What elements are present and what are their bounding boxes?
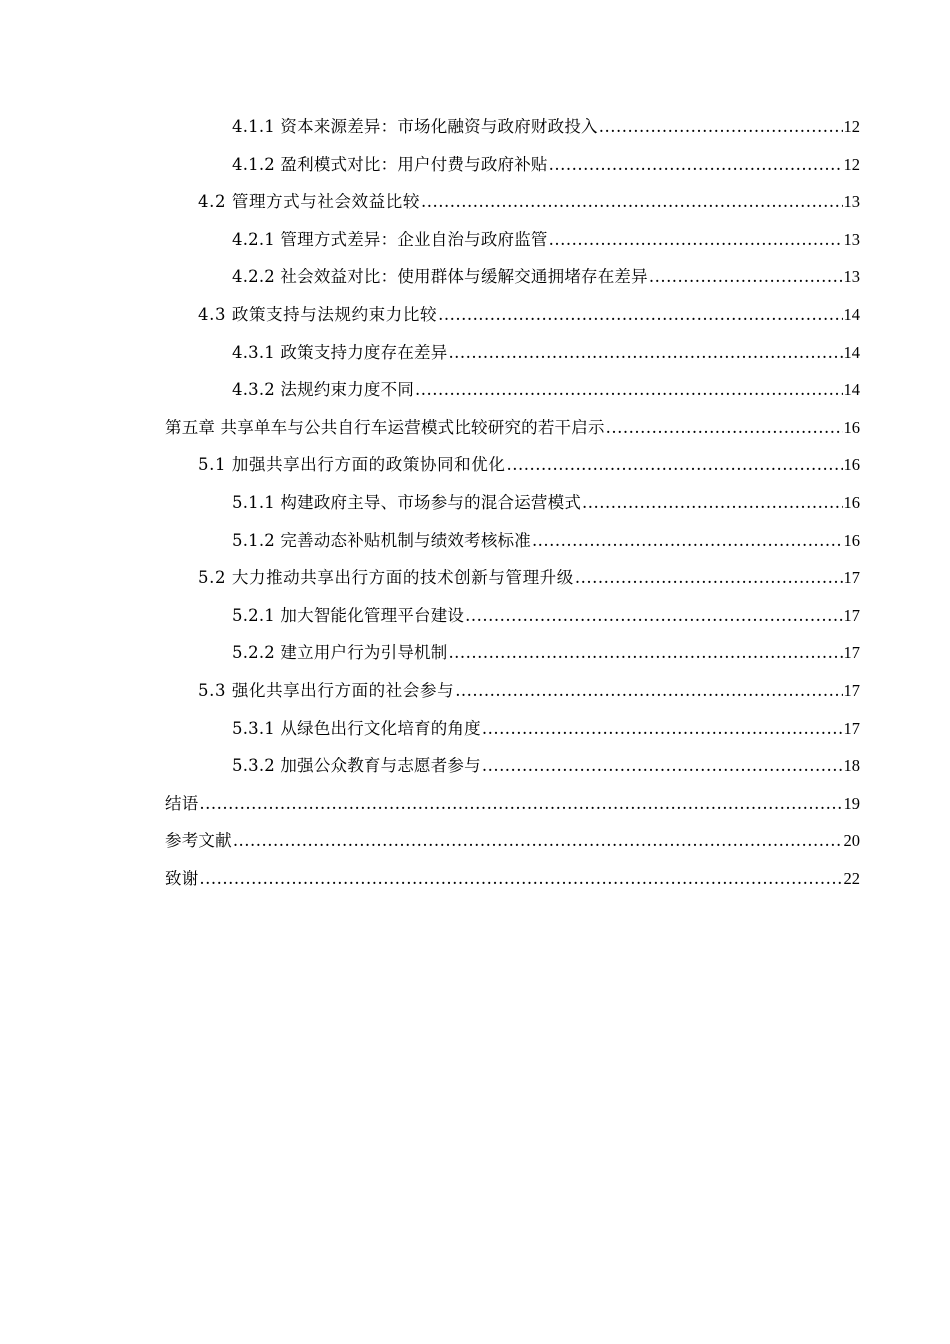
toc-entry-acknowledgements[interactable]	[165, 860, 860, 898]
toc-entry-references[interactable]	[165, 822, 860, 860]
toc-entry-conclusion[interactable]	[165, 785, 860, 823]
toc-entry-page: 13	[843, 267, 860, 287]
toc-entry-title: 5.3 强化共享出行方面的社会参与	[198, 680, 455, 700]
toc-leader-dots	[532, 522, 843, 560]
toc-entry-page: 12	[843, 154, 860, 174]
toc-entry-title: 4.2.1 管理方式差异：企业自治与政府监管	[232, 229, 548, 249]
toc-leader-dots	[415, 371, 842, 409]
toc-entry-page: 19	[843, 793, 860, 813]
toc-entry-title: 5.3.1 从绿色出行文化培育的角度	[232, 718, 481, 738]
toc-entry-5-3-2[interactable]	[165, 747, 860, 785]
toc-leader-dots	[421, 183, 843, 221]
toc-entry-5-1-2[interactable]	[165, 522, 860, 560]
toc-entry-chapter-5[interactable]	[165, 409, 860, 447]
toc-entry-5-2[interactable]	[165, 559, 860, 597]
toc-entry-page: 20	[843, 831, 860, 851]
toc-entry-page: 17	[843, 718, 860, 738]
toc-entry-title: 5.1 加强共享出行方面的政策协同和优化	[198, 455, 506, 475]
toc-entry-title: 5.1.2 完善动态补贴机制与绩效考核标准	[232, 530, 531, 550]
toc-entry-5-2-2[interactable]	[165, 634, 860, 672]
toc-entry-5-3-1[interactable]	[165, 710, 860, 748]
toc-entry-title: 4.2.2 社会效益对比：使用群体与缓解交通拥堵存在差异	[232, 267, 648, 287]
toc-leader-dots	[438, 296, 842, 334]
toc-entry-page: 13	[843, 192, 860, 212]
toc-leader-dots	[599, 108, 843, 146]
toc-entry-4-1-2[interactable]	[165, 146, 860, 184]
toc-leader-dots	[549, 146, 843, 184]
toc-leader-dots	[233, 822, 843, 860]
toc-entry-title: 5.2.2 建立用户行为引导机制	[232, 643, 448, 663]
toc-entry-title: 致谢	[165, 868, 199, 888]
toc-leader-dots	[606, 409, 843, 447]
toc-entry-4-3[interactable]	[165, 296, 860, 334]
toc-leader-dots	[448, 334, 842, 372]
toc-entry-title: 5.2.1 加大智能化管理平台建设	[232, 605, 465, 625]
toc-entry-5-2-1[interactable]	[165, 597, 860, 635]
toc-entry-title: 4.3.2 法规约束力度不同	[232, 380, 415, 400]
toc-leader-dots	[649, 258, 843, 296]
toc-leader-dots	[465, 597, 842, 635]
toc-entry-5-3[interactable]	[165, 672, 860, 710]
toc-entry-title: 结语	[165, 793, 199, 813]
toc-entry-4-2-2[interactable]	[165, 258, 860, 296]
toc-entry-4-2[interactable]	[165, 183, 860, 221]
toc-entry-title: 5.1.1 构建政府主导、市场参与的混合运营模式	[232, 492, 582, 512]
toc-entry-page: 13	[843, 229, 860, 249]
toc-entry-title: 4.3 政策支持与法规约束力比较	[198, 304, 438, 324]
toc-entry-page: 18	[843, 756, 860, 776]
toc-entry-page: 14	[843, 380, 860, 400]
toc-leader-dots	[448, 634, 842, 672]
toc-entry-title: 5.3.2 加强公众教育与志愿者参与	[232, 756, 481, 776]
toc-entry-title: 第五章 共享单车与公共自行车运营模式比较研究的若干启示	[165, 417, 605, 437]
toc-leader-dots	[575, 559, 843, 597]
toc-entry-page: 12	[843, 117, 860, 136]
toc-leader-dots	[482, 747, 843, 785]
table-of-contents	[165, 108, 860, 897]
toc-entry-title: 参考文献	[165, 831, 232, 851]
toc-entry-page: 14	[843, 304, 860, 324]
toc-entry-page: 17	[843, 605, 860, 625]
toc-entry-4-3-2[interactable]	[165, 371, 860, 409]
toc-leader-dots	[582, 484, 842, 522]
toc-entry-4-1-1[interactable]	[165, 108, 860, 146]
toc-entry-page: 17	[843, 680, 860, 700]
toc-entry-page: 17	[843, 568, 860, 588]
toc-entry-page: 16	[843, 417, 860, 437]
toc-leader-dots	[455, 672, 842, 710]
toc-entry-5-1-1[interactable]	[165, 484, 860, 522]
toc-entry-title: 4.3.1 政策支持力度存在差异	[232, 342, 448, 362]
toc-leader-dots	[507, 446, 843, 484]
toc-entry-page: 16	[843, 455, 860, 475]
toc-entry-page: 22	[843, 868, 860, 888]
toc-leader-dots	[549, 221, 843, 259]
toc-entry-page: 16	[843, 530, 860, 550]
toc-entry-page: 16	[843, 492, 860, 512]
toc-entry-title: 4.1.2 盈利模式对比：用户付费与政府补贴	[232, 154, 548, 174]
toc-entry-page: 14	[843, 342, 860, 362]
toc-leader-dots	[199, 860, 842, 898]
toc-entry-title: 4.1.1 资本来源差异：市场化融资与政府财政投入	[232, 117, 598, 136]
toc-entry-page: 17	[843, 643, 860, 663]
toc-entry-4-2-1[interactable]	[165, 221, 860, 259]
toc-leader-dots	[199, 785, 842, 823]
toc-entry-title: 4.2 管理方式与社会效益比较	[198, 192, 420, 212]
toc-leader-dots	[482, 710, 843, 748]
toc-entry-4-3-1[interactable]	[165, 334, 860, 372]
toc-entry-title: 5.2 大力推动共享出行方面的技术创新与管理升级	[198, 568, 574, 588]
toc-entry-5-1[interactable]	[165, 446, 860, 484]
